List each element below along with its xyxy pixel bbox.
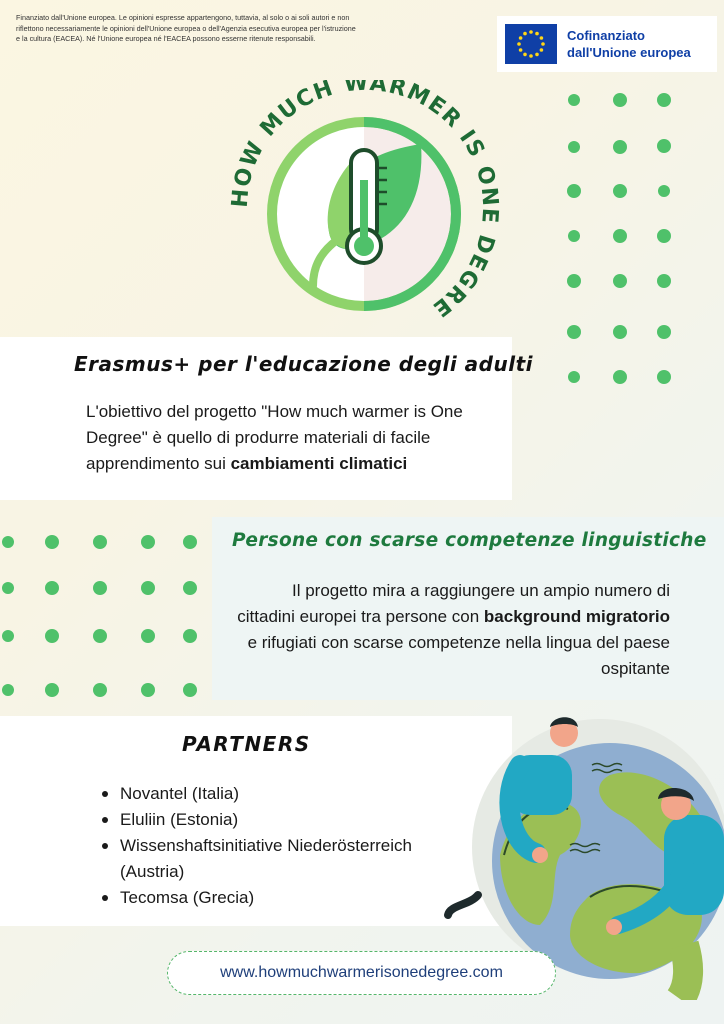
- website-link[interactable]: www.howmuchwarmerisonedegree.com: [167, 951, 556, 995]
- dot-grid-left: [0, 532, 200, 702]
- eu-badge-line1: Cofinanziato: [567, 28, 645, 43]
- adults-text-bold: cambiamenti climatici: [230, 454, 408, 473]
- disclaimer-text: Finanziato dall'Unione europea. Le opinioni espresse appartengono, tuttavia, al solo o ai soli autori e non riflettono necessariamente le opinioni dell'Unione europea o dell'Agenzia esecutiva europea per l'istruzione e la cultura (EACEA). Né l'Unione europea né l'EACEA possono esserne ritenute responsabili.: [16, 13, 356, 43]
- partner-item: Novantel (Italia): [100, 781, 480, 807]
- language-text-before: Il progetto mira a raggiungere un ampio numero di cittadini europei tra persone con: [237, 581, 670, 626]
- language-text-after: e rifugiati con scarse competenze nella lingua del paese ospitante: [247, 633, 670, 678]
- partner-item: Wissenshaftsinitiative Niederösterreich (Austria): [100, 833, 480, 885]
- partner-item: Tecomsa (Grecia): [100, 885, 480, 911]
- partner-item: Eluliin (Estonia): [100, 807, 480, 833]
- adults-education-text: [86, 399, 506, 477]
- dot-grid-right: [560, 90, 700, 390]
- project-logo: [225, 80, 505, 340]
- eu-cofunding-badge: [497, 16, 717, 72]
- logo-arc-text: HOW MUCH WARMER IS ONE DEGRE: [227, 80, 503, 322]
- language-text-bold: background migratorio: [483, 607, 670, 626]
- eu-badge-line2: dall'Unione europea: [567, 45, 691, 60]
- language-skills-text: [230, 578, 670, 682]
- language-skills-title: Persone con scarse competenze linguistiche: [232, 530, 707, 551]
- partners-list: [100, 781, 480, 911]
- eu-flag-icon: [505, 24, 557, 64]
- partners-title: PARTNERS: [182, 732, 311, 756]
- adults-education-title: Erasmus+ per l'educazione degli adulti: [74, 352, 533, 376]
- adults-text-plain: L'obiettivo del progetto "How much warmer is One Degree" è quello di produrre materiali di facile apprendimento sui: [86, 402, 463, 473]
